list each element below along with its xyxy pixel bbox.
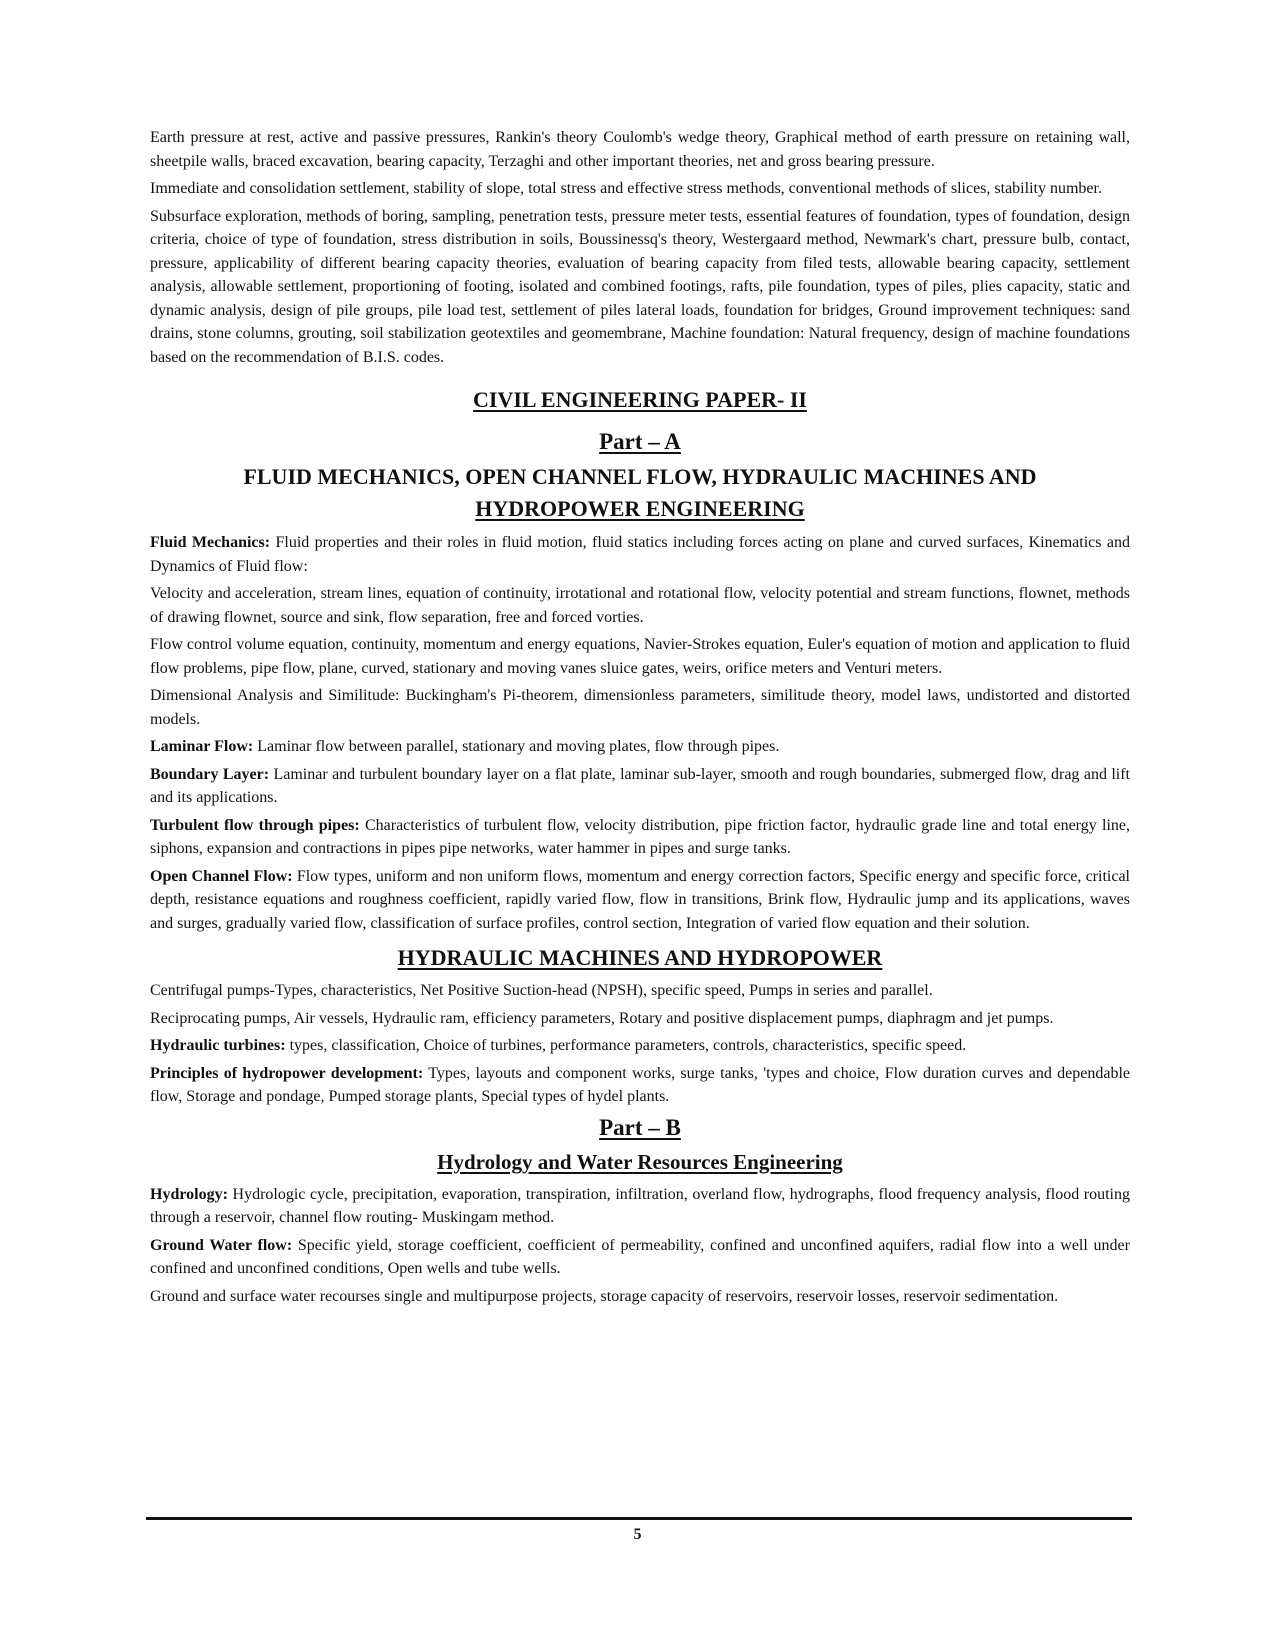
topic-label: Open Channel Flow: <box>150 867 293 885</box>
hydrology-paragraph <box>150 1183 1130 1230</box>
fluid-paragraph <box>150 735 1130 759</box>
topic-text: Types, layouts and component works, surge tanks, 'types and choice, Flow duration curves and dependable flow, Storage and pondage, Pumped storage plants, Special types of hydel plants. <box>150 1064 1131 1105</box>
intro-paragraph-2: Immediate and consolidation settlement, stability of slope, total stress and effective stress methods, conventional methods of slices, stability number. <box>150 180 1102 197</box>
fluid-paragraph <box>150 763 1130 810</box>
paper-title: CIVIL ENGINEERING PAPER- II <box>473 387 807 412</box>
topic-label: Laminar Flow: <box>150 738 254 755</box>
page-number: 5 <box>633 1526 642 1543</box>
topic-text: Flow control volume equation, continuity, momentum and energy equations, Navier-Strokes equation, Euler's equation of motion and application to fluid flow problems, pipe flow, plane, curved, stationary and moving vanes sluice gates, weirs, orifice meters and Venturi meters. <box>150 636 1130 677</box>
topic-text: Specific yield, storage coefficient, coefficient of permeability, confined and unconfined aquifers, radial flow into a well under confined and unconfined conditions, Open wells and tube wells. <box>150 1236 1130 1277</box>
part-b-title: Hydrology and Water Resources Engineering <box>437 1149 843 1174</box>
topic-label: Fluid Mechanics: <box>150 534 271 551</box>
topic-label: Ground Water flow: <box>150 1236 293 1254</box>
topic-text: Fluid properties and their roles in fluid motion, fluid statics including forces acting on plane and curved surfaces, Kinematics and Dynamics of Fluid flow: <box>150 534 1130 575</box>
fluid-paragraph <box>150 814 1130 861</box>
topic-label: Turbulent flow through pipes: <box>150 816 360 834</box>
topic-text: Flow types, uniform and non uniform flows, momentum and energy correction factors, Specific energy and specific force, critical depth, resistance equations and roughness coefficient, rapidly varied flow, flow in transitions, Brink flow, Hydraulic jump and its applications, waves and surges, gradually varied flow, classification of surface profiles, control section, Integration of varied flow equation and their solution. <box>150 867 1130 932</box>
topic-text: types, classification, Choice of turbines, performance parameters, controls, characteristics, specific speed. <box>285 1037 967 1054</box>
machines-paragraph <box>150 1007 1130 1031</box>
part-a-title-line-1: FLUID MECHANICS, OPEN CHANNEL FLOW, HYDRAULIC MACHINES AND <box>243 464 1037 489</box>
part-a-title <box>150 461 1130 525</box>
intro-paragraph-3: Subsurface exploration, methods of boring, sampling, penetration tests, pressure meter tests, essential features of foundation, types of foundation, design criteria, choice of type of foundation, stress distribution in soils, Boussinessq's theory, Westergaard method, Newmark's chart, pressure bulb, contact, pressure, applicability of different bearing capacity theories, evaluation of bearing capacity from filed tests, allowable bearing capacity, settlement analysis, allowable settlement, proportioning of footing, isolated and combined footings, rafts, pile foundation, types of piles, plies capacity, static and dynamic analysis, design of pile groups, pile load test, settlement of piles lateral loads, foundation for bridges, Ground improvement techniques: sand drains, stone columns, grouting, soil stabilization geotextiles and geomembrane, Machine foundation: Natural frequency, design of machine foundations based on the recommendation of B.I.S. codes. <box>150 207 1130 366</box>
topic-label: Hydrology: <box>150 1185 228 1203</box>
machines-heading: HYDRAULIC MACHINES AND HYDROPOWER <box>397 945 883 970</box>
topic-label: Hydraulic turbines: <box>150 1037 286 1054</box>
topic-label: Principles of hydropower development: <box>150 1064 424 1082</box>
part-a-label: Part – A <box>599 429 681 454</box>
topic-text: Hydrologic cycle, precipitation, evaporation, transpiration, infiltration, overland flow, hydrographs, flood frequency analysis, flood routing through a reservoir, channel flow routing- Muskingam method. <box>150 1185 1130 1226</box>
fluid-paragraph <box>150 865 1130 936</box>
intro-paragraph-1: Earth pressure at rest, active and passive pressures, Rankin's theory Coulomb's wedge theory, Graphical method of earth pressure on retaining wall, sheetpile walls, braced excavation, bearing capacity, Terzaghi and other important theories, net and gross bearing pressure. <box>150 129 1130 170</box>
topic-label: Boundary Layer: <box>150 765 270 783</box>
topic-text: Dimensional Analysis and Similitude: Buckingham's Pi-theorem, dimensionless parameters, similitude theory, model laws, undistorted and distorted models. <box>150 687 1130 728</box>
topic-text: Characteristics of turbulent flow, velocity distribution, pipe friction factor, hydraulic grade line and total energy line, siphons, expansion and contractions in pipes pipe networks, water hammer in pipes and surge tanks. <box>150 816 1130 857</box>
machines-paragraph <box>150 1034 1130 1058</box>
fluid-paragraph <box>150 684 1130 731</box>
hydrology-paragraph <box>150 1234 1130 1281</box>
machines-paragraph <box>150 979 1130 1003</box>
page-content <box>150 126 1130 1312</box>
topic-text: Laminar and turbulent boundary layer on a flat plate, laminar sub-layer, smooth and rough boundaries, submerged flow, drag and lift and its applications. <box>150 765 1131 806</box>
fluid-paragraph <box>150 531 1130 578</box>
topic-text: Velocity and acceleration, stream lines, equation of continuity, irrotational and rotational flow, velocity potential and stream functions, flownet, methods of drawing flownet, source and sink, flow separation, free and forced vorties. <box>150 585 1130 626</box>
topic-text: Ground and surface water recourses single and multipurpose projects, storage capacity of reservoirs, reservoir losses, reservoir sedimentation. <box>150 1287 1059 1305</box>
machines-paragraph <box>150 1062 1130 1109</box>
footer-rule <box>146 1517 1132 1520</box>
fluid-paragraph <box>150 633 1130 680</box>
hydrology-paragraph <box>150 1285 1130 1309</box>
topic-text: Reciprocating pumps, Air vessels, Hydraulic ram, efficiency parameters, Rotary and positive displacement pumps, diaphragm and jet pumps. <box>150 1009 1054 1027</box>
part-b-label: Part – B <box>599 1114 681 1140</box>
fluid-paragraph <box>150 582 1130 629</box>
topic-text: Centrifugal pumps-Types, characteristics, Net Positive Suction-head (NPSH), specific speed, Pumps in series and parallel. <box>150 982 933 999</box>
topic-text: Laminar flow between parallel, stationary and moving plates, flow through pipes. <box>253 738 780 755</box>
part-a-title-line-2: HYDROPOWER ENGINEERING <box>475 496 805 521</box>
